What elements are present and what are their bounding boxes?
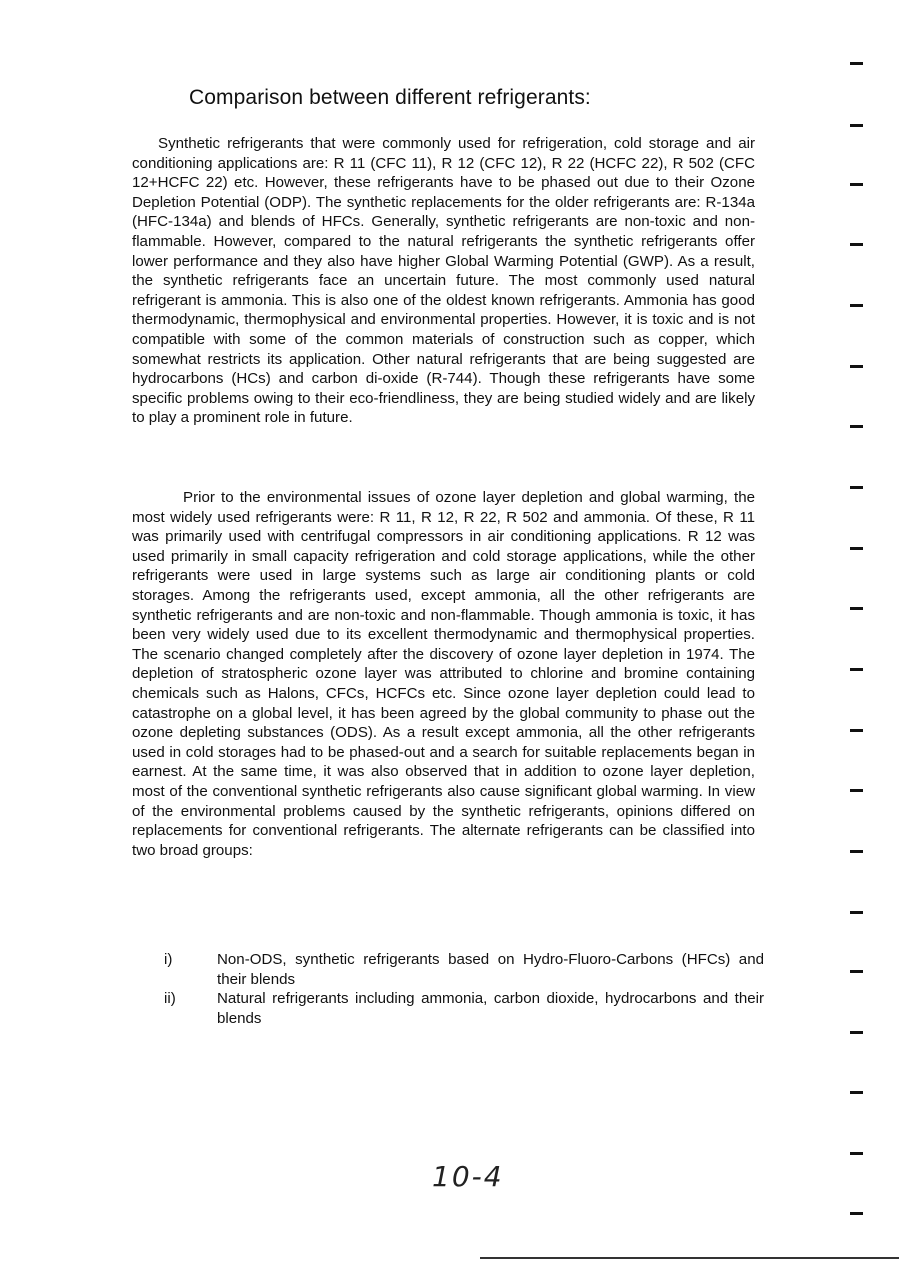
margin-mark [850,1031,863,1034]
margin-mark [850,1091,863,1094]
margin-mark [850,607,863,610]
margin-mark [850,729,863,732]
list-marker: i) [164,951,173,968]
list-item [132,950,764,989]
margin-mark [850,668,863,671]
page-number: 10-4 [432,1160,504,1193]
margin-mark [850,183,863,186]
refrigerant-groups-list [132,950,764,1028]
paragraph-1: Synthetic refrigerants that were commonly used for refrigeration, cold storage and air conditioning applications are: R 11 (CFC 11), R 12 (CFC 12), R 22 (HCFC 22), R 502 (CFC 12+HCFC 22) etc. However, these refrigerants have to be phased out due to their Ozone Depletion Potential (ODP). The synthetic replacements for the older refrigerants are: R-134a (HFC-134a) and blends of HFCs. Generally, synthetic refrigerants are non-toxic and non-flammable. However, compared to the natural refrigerants the synthetic refrigerants offer lower performance and they also have higher Global Warming Potential (GWP). As a result, the synthetic refrigerants face an uncertain future. The most commonly used natural refrigerant is ammonia. This is also one of the oldest known refrigerants. Ammonia has good thermodynamic, thermophysical and environmental properties. However, it is toxic and is not compatible with some of the common materials of construction such as copper, which somewhat restricts its application. Other natural refrigerants that are being suggested are hydrocarbons (HCs) and carbon di-oxide (R-744). Though these refrigerants have some specific problems owing to their eco-friendliness, they are being studied widely and are likely to play a prominent role in future. [132,135,755,427]
margin-mark [850,789,863,792]
margin-mark [850,486,863,489]
margin-mark [850,62,863,65]
margin-mark [850,124,863,127]
section-title: Comparison between different refrigerants: [189,86,591,109]
list-item-text: Non-ODS, synthetic refrigerants based on Hydro-Fluoro-Carbons (HFCs) and their blends [217,951,764,988]
margin-mark [850,304,863,307]
margin-mark [850,243,863,246]
margin-mark [850,1212,863,1215]
margin-mark [850,425,863,428]
list-item-text: Natural refrigerants including ammonia, carbon dioxide, hydrocarbons and their blends [217,990,764,1027]
margin-mark [850,365,863,368]
margin-mark [850,970,863,973]
paragraph-2: Prior to the environmental issues of ozone layer depletion and global warming, the most widely used refrigerants were: R 11, R 12, R 22, R 502 and ammonia. Of these, R 11 was primarily used with centrifugal compressors in air conditioning applications. R 12 was used primarily in small capacity refrigeration and cold storage applications, while the other refrigerants were used in large systems such as large air conditioning plants or cold storages. Among the refrigerants used, except ammonia, all the other refrigerants are synthetic refrigerants and are non-toxic and non-flammable. Though ammonia is toxic, it has been very widely used due to its excellent thermodynamic and thermophysical properties. The scenario changed completely after the discovery of ozone layer depletion in 1974. The depletion of stratospheric ozone layer was attributed to chlorine and bromine containing chemicals such as Halons, CFCs, HCFCs etc. Since ozone layer depletion could lead to catastrophe on a global level, it has been agreed by the global community to phase out the ozone depleting substances (ODS). As a result except ammonia, all the other refrigerants used in cold storages had to be phased-out and a search for suitable replacements began in earnest. At the same time, it was also observed that in addition to ozone layer depletion, most of the conventional synthetic refrigerants also cause significant global warming. In view of the environmental problems caused by the synthetic refrigerants, opinions differed on replacements for conventional refrigerants. The alternate refrigerants can be classified into two broad groups: [132,489,755,859]
margin-mark [850,547,863,550]
margin-mark [850,850,863,853]
margin-mark [850,911,863,914]
list-item [132,989,764,1028]
margin-mark [850,1152,863,1155]
scan-edge-line [480,1257,899,1259]
list-marker: ii) [164,990,176,1008]
